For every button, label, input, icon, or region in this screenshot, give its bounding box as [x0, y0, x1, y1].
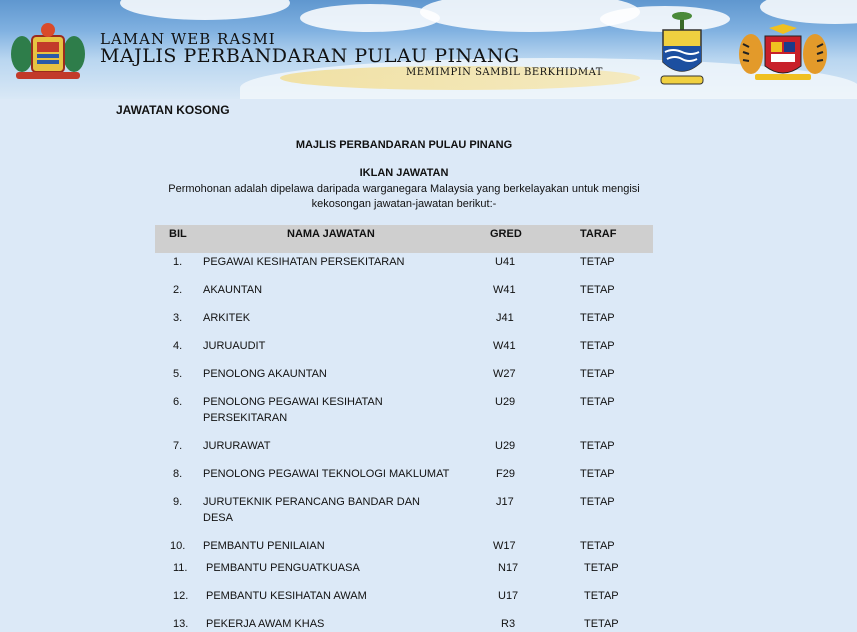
- cell-bil: 5.: [173, 368, 183, 380]
- cell-taraf: TETAP: [580, 540, 615, 552]
- cell-bil: 6.: [173, 396, 183, 408]
- cell-bil: 1.: [173, 256, 183, 268]
- cell-nama: PENOLONG AKAUNTAN: [203, 368, 327, 380]
- cell-gred: N17: [498, 562, 519, 574]
- cell-nama: PEGAWAI KESIHATAN PERSEKITARAN: [203, 256, 405, 268]
- cell-taraf: TETAP: [580, 468, 615, 480]
- organisation-name: MAJLIS PERBANDARAN PULAU PINANG: [295, 139, 513, 151]
- site-header: [0, 0, 857, 99]
- cell-gred: U29: [495, 396, 516, 408]
- cell-nama: JURUTEKNIK PERANCANG BANDAR DAN: [203, 496, 420, 508]
- page-title: JAWATAN KOSONG: [116, 103, 230, 117]
- cell-taraf: TETAP: [584, 590, 619, 602]
- cloud: [120, 0, 290, 20]
- cell-taraf: TETAP: [580, 496, 615, 508]
- cell-taraf: TETAP: [584, 618, 619, 630]
- cell-nama: JURURAWAT: [203, 440, 271, 452]
- cell-taraf: TETAP: [580, 340, 615, 352]
- header-title: MAJLIS PERBANDARAN PULAU PINANG: [100, 45, 520, 67]
- cell-gred: W27: [493, 368, 516, 380]
- cell-nama: PENOLONG PEGAWAI TEKNOLOGI MAKLUMAT: [203, 468, 450, 480]
- cell-gred: U29: [495, 440, 516, 452]
- cell-taraf: TETAP: [580, 440, 615, 452]
- header-line1: LAMAN WEB RASMI: [100, 30, 276, 48]
- intro-line-2: kekosongan jawatan-jawatan berikut:-: [311, 198, 497, 210]
- national-coat-of-arms-icon[interactable]: [735, 22, 831, 82]
- intro-line-1: Permohonan adalah dipelawa daripada warganegara Malaysia yang berkelayakan untuk mengisi: [168, 183, 640, 195]
- cell-taraf: TETAP: [580, 368, 615, 380]
- cell-bil: 7.: [173, 440, 183, 452]
- cell-gred: F29: [496, 468, 515, 480]
- cell-bil: 8.: [173, 468, 183, 480]
- cell-bil: 9.: [173, 496, 183, 508]
- council-crest-icon[interactable]: [8, 20, 88, 82]
- cell-gred: U41: [495, 256, 516, 268]
- header-taraf: TARAF: [580, 228, 617, 240]
- cell-bil: 4.: [173, 340, 183, 352]
- header-slogan: MEMIMPIN SAMBIL BERKHIDMAT: [406, 67, 603, 78]
- cell-nama: PENOLONG PEGAWAI KESIHATAN: [203, 396, 383, 408]
- cell-nama: PEMBANTU PENGUATKUASA: [206, 562, 360, 574]
- cell-gred: W41: [493, 340, 516, 352]
- cell-gred: U17: [498, 590, 519, 602]
- cell-gred: R3: [501, 618, 516, 630]
- intro-text: [0, 182, 808, 212]
- header-gred: GRED: [490, 228, 522, 240]
- cell-taraf: TETAP: [580, 284, 615, 296]
- cell-taraf: TETAP: [580, 312, 615, 324]
- cell-bil: 13.: [173, 618, 189, 630]
- cell-nama: PEKERJA AWAM KHAS: [206, 618, 325, 630]
- cell-nama: JURUAUDIT: [203, 340, 266, 352]
- header-bil: BIL: [169, 228, 187, 240]
- cell-bil: 12.: [173, 590, 189, 602]
- cell-taraf: TETAP: [584, 562, 619, 574]
- table-header: [155, 225, 653, 253]
- cell-nama: ARKITEK: [203, 312, 251, 324]
- advert-title: IKLAN JAWATAN: [359, 167, 449, 179]
- cell-nama: AKAUNTAN: [203, 284, 263, 296]
- cloud: [300, 4, 440, 32]
- cell-nama-cont: PERSEKITARAN: [203, 412, 288, 424]
- cell-nama: PEMBANTU KESIHATAN AWAM: [206, 590, 367, 602]
- cell-nama-cont: DESA: [203, 512, 233, 524]
- cell-taraf: TETAP: [580, 396, 615, 408]
- cell-gred: W41: [493, 284, 516, 296]
- cell-taraf: TETAP: [580, 256, 615, 268]
- cell-bil: 2.: [173, 284, 183, 296]
- cell-bil: 11.: [173, 562, 188, 574]
- cell-gred: J41: [496, 312, 514, 324]
- cell-gred: W17: [493, 540, 516, 552]
- state-crest-icon[interactable]: [655, 10, 709, 88]
- cell-bil: 10.: [170, 540, 186, 552]
- cell-gred: J17: [496, 496, 514, 508]
- cell-nama: PEMBANTU PENILAIAN: [203, 540, 325, 552]
- cloud: [760, 0, 857, 24]
- header-nama-jawatan: NAMA JAWATAN: [287, 228, 375, 240]
- cell-bil: 3.: [173, 312, 183, 324]
